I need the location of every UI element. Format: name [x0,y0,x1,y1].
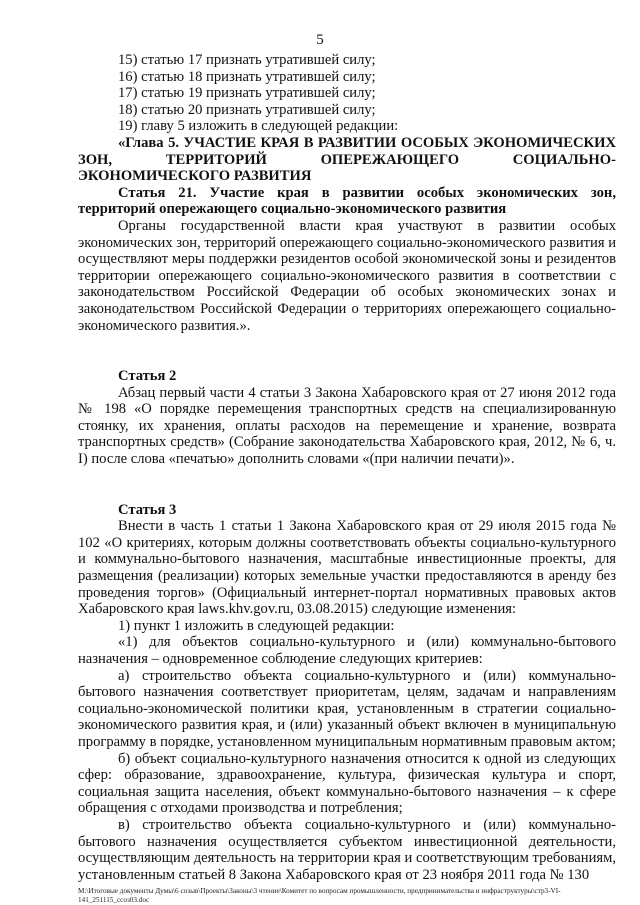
article-3-item-1-text: «1) для объектов социально-культурного и (или) коммунально-бытового назначения – одновременное соблюдение следующих критериев: [78,634,616,667]
article-21-text: Органы государственной власти края участвуют в развитии особых экономических зон, территорий опережающего социально-экономического развития и осуществляют меры поддержки резидентов особой экономической зоны и резидентов территории опережающего социально-экономического развития в соответствии с законодательством Российской Федерации об особых экономических зонах и законодательством Российской Федерации о территориях опережающего социально-экономического развития.». [78,217,616,334]
article-3-criterion-a: а) строительство объекта социально-культурного и (или) коммунально-бытового назначения соответствует приоритетам, целям, задачам и направлениям социально-экономической политики края, установленным в стратегии социально-экономического развития края, и (или) указанный объект включен в муниципальную программу в порядке, установленном муниципальным нормативным правовым актом; [78,667,616,750]
article-3-criterion-v: в) строительство объекта социально-культурного и (или) коммунально-бытового назначения осуществляется субъектом инвестиционной деятельности, осуществляющим деятельность на территории края и соответствующим требованиям, установленным статьей 8 Закона Хабаровского края от 23 ноября 2011 года № 130 [78,816,616,883]
amendment-list [78,52,616,135]
article-3-criterion-b: б) объект социально-культурного назначения относится к одной из следующих сфер: образование, здравоохранение, культура, физическая культура и спорт, социальная защита населения, объект коммунально-бытового назначения – к сфере обращения с отходами производства и потребления; [78,750,616,817]
article-3-item-1: 1) пункт 1 изложить в следующей редакции: [118,617,395,634]
list-item: 15) статью 17 признать утратившей силу; [118,52,376,68]
article-3-intro: Внести в часть 1 статьи 1 Закона Хабаровского края от 29 июля 2015 года № 102 «О критериях, которым должны соответствовать объекты социально-культурного и коммунально-бытового назначения, масштабные инвестиционные проекты, для размещения (реализации) которых земельные участки предоставляются в аренду без проведения торгов» (Официальный интернет-портал нормативных правовых актов Хабаровского края laws.khv.gov.ru, 03.08.2015) следующие изменения: [78,518,616,618]
document-body [78,52,616,883]
article-3-heading: Статья 3 [118,501,177,518]
list-item: 16) статью 18 признать утратившей силу; [118,68,376,85]
list-item: 18) статью 20 признать утратившей силу; [118,101,376,118]
list-item: 17) статью 19 признать утратившей силу; [118,85,376,102]
article-21-title: Статья 21. Участие края в развитии особых экономических зон, территорий опережающего социально-экономического развития [78,184,616,218]
file-path-footer: M:\Итоговые документы Думы\6 созыв\Проекты\Законы\3 чтение\Комитет по вопросам промышленности, предпринимательства и инфраструктуры\стр3-VI-141_251115_ссоз03.doc [78,887,561,904]
chapter-title: «Глава 5. УЧАСТИЕ КРАЯ В РАЗВИТИИ ОСОБЫХ ЭКОНОМИЧЕСКИХ ЗОН, ТЕРРИТОРИЙ ОПЕРЕЖАЮЩЕГО СОЦИАЛЬНО-ЭКОНОМИЧЕСКОГО РАЗВИТИЯ [78,134,616,185]
page-number: 5 [316,32,324,48]
list-item: 19) главу 5 изложить в следующей редакции: [118,118,399,135]
article-2-heading: Статья 2 [118,368,177,385]
article-2-text: Абзац первый части 4 статьи 3 Закона Хабаровского края от 27 июня 2012 года № 198 «О порядке перемещения транспортных средств на специализированную стоянку, их хранения, оплаты расходов на перемещение и хранение, возврата транспортных средств» (Собрание законодательства Хабаровского края, 2012, № 6, ч. I) после слова «печатью» дополнить словами «(при наличии печати)». [78,384,616,468]
